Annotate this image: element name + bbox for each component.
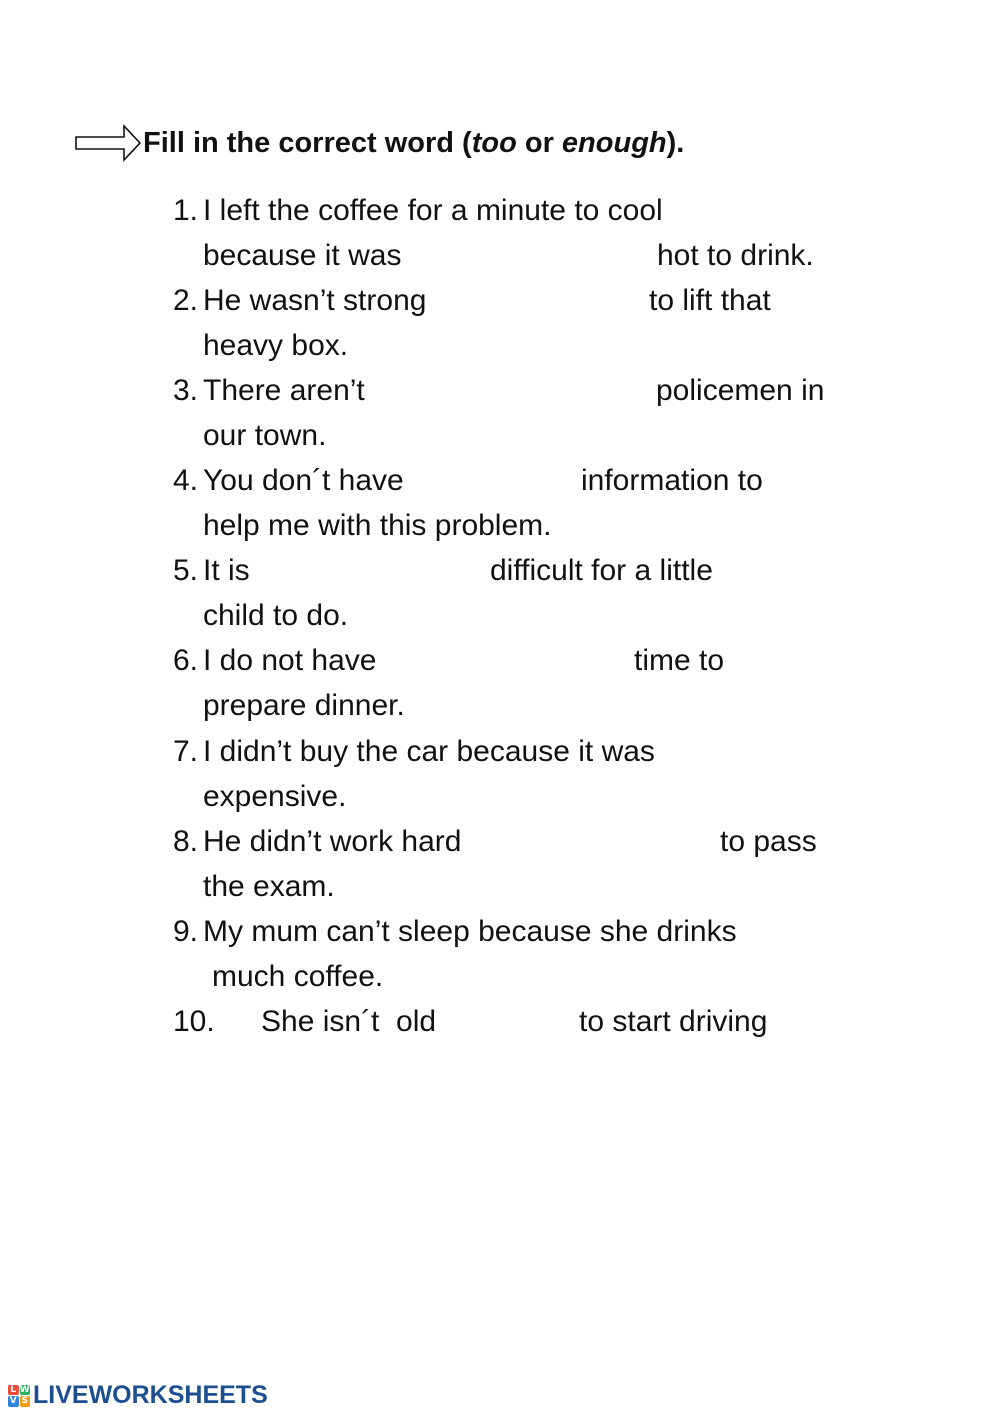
item-text-after-blank: hot to drink. [657,239,814,272]
brand-name: LIVEWORKSHEETS [33,1381,268,1409]
item-text-after-blank: difficult for a little [490,554,713,587]
item-text: There aren’t [203,374,365,407]
item-text: My mum can’t sleep because she drinks [203,915,737,948]
item-number: 2. [173,284,199,317]
instruction-part2: or [516,126,562,159]
right-arrow-icon [74,123,142,163]
item-text: He didn’t work hard [203,825,462,858]
item-text-continued: help me with this problem. [203,509,552,542]
item-number: 9. [173,915,199,948]
item-text-after-blank: to lift that [649,284,771,317]
item-number: 8. [173,825,199,858]
liveworksheets-logo-icon [8,1385,30,1407]
item-text-continued: much coffee. [212,960,384,993]
instruction-text [143,127,684,160]
item-text-after-blank: to pass [720,825,817,858]
item-text-continued: our town. [203,419,327,452]
item-text: It is [203,554,250,587]
item-text-continued: heavy box. [203,329,349,362]
logo-letter: W [19,1384,30,1395]
item-text-continued: expensive. [203,780,347,813]
item-number: 6. [173,644,199,677]
item-number: 1. [173,194,199,227]
item-text-after-blank: time to [634,644,725,677]
item-number: 4. [173,464,199,497]
item-text-continued: the exam. [203,870,335,903]
liveworksheets-footer [8,1381,268,1410]
item-number: 10. [173,1005,215,1038]
logo-letter: V [9,1396,17,1406]
item-text: You don´t have [203,464,404,497]
item-text-continued: child to do. [203,599,349,632]
item-number: 3. [173,374,199,407]
item-text-continued: because it was [203,239,402,272]
instruction-part3: ). [666,126,685,159]
item-text: She isn´t old [261,1005,437,1038]
item-text-continued: prepare dinner. [203,689,405,722]
item-text-after-blank: policemen in [656,374,825,407]
logo-letter: L [8,1385,19,1396]
item-text: He wasn’t strong [203,284,427,317]
worksheet-title [74,122,684,164]
item-text: I didn’t buy the car because it was [203,735,655,768]
instruction-part1: Fill in the correct word ( [143,126,472,159]
logo-letter: S [20,1396,31,1407]
item-text: I do not have [203,644,377,677]
instruction-emphasis-too: too [471,126,517,159]
item-text-after-blank: to start driving [579,1005,768,1038]
instruction-emphasis-enough: enough [561,126,667,159]
item-number: 5. [173,554,199,587]
item-text-after-blank: information to [581,464,763,497]
item-text: I left the coffee for a minute to cool [203,194,663,227]
item-number: 7. [173,735,199,768]
